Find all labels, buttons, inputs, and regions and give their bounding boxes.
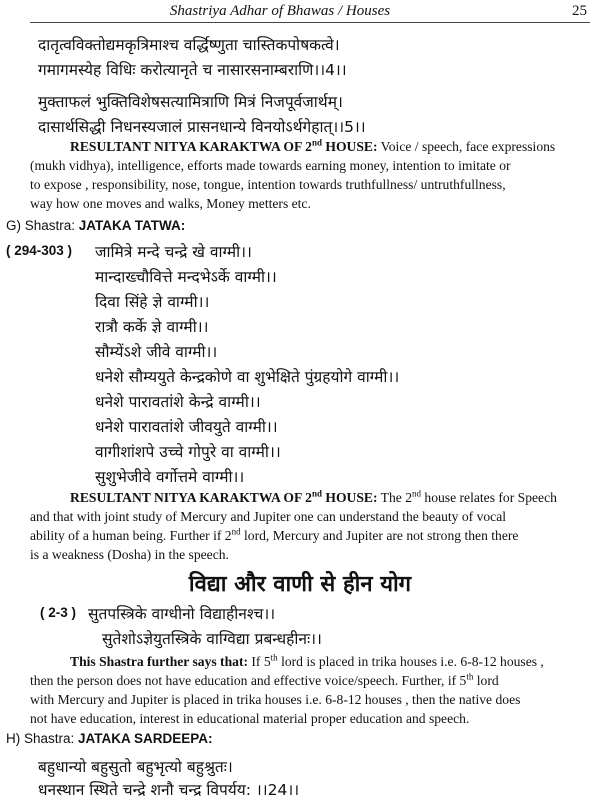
verse-reference: ( 294-303 ) (6, 243, 73, 258)
verse-line: बहुधान्यो बहुसुतो बहुभृत्यो बहुश्रुतः। (38, 758, 233, 776)
karaktwa-paragraph: RESULTANT NITYA KARAKTWA OF 2nd HOUSE: Voice / speech, face expressions (mukh vidhya), intelligence, efforts made towards earning money, intention to imitate or to expose , responsibility, nose, tongue, intention towards truthfullness/ untruthfullness, way how one moves and walks, Money metters etc. (30, 137, 556, 211)
header-rule (30, 22, 590, 23)
verse-line: रात्रौ कर्के ज्ञे वाग्मी।। (95, 318, 209, 336)
verse-line: धनस्थान स्थिते चन्द्रे शनौ चन्द्र विपर्यय: ।।24।। (38, 781, 300, 799)
page-number: 25 (572, 3, 587, 19)
verse-reference: ( 2-3 ) (40, 605, 77, 620)
running-header: Shastriya Adhar of Bhawas / Houses (169, 3, 391, 19)
karaktwa-heading: RESULTANT NITYA KARAKTWA OF 2nd HOUSE: (70, 137, 378, 154)
verse-line: दिवा सिंहे ज्ञे वाग्मी।। (95, 293, 210, 311)
verse-line: मान्दाख्चौवित्ते मन्दभेऽर्के वाग्मी।। (95, 268, 277, 286)
verse-line: गमागमस्येह विधिः करोत्यानृते च नासारसनाम्बराणि।।4।। (38, 61, 347, 79)
verse-line: धनेशे सौम्ययुते केन्द्रकोणे वा शुभेक्षिते पुंग्रहयोगे वाग्मी।। (95, 368, 400, 386)
section-g-heading: G) Shastra: JATAKA TATWA: (6, 218, 186, 233)
verse-line: धनेशे पारावतांशे केन्द्रे वाग्मी।। (95, 393, 261, 411)
hindi-section-heading: विद्या और वाणी से हीन योग (188, 572, 412, 597)
verse-line: सौम्येंऽशे जीवे वाग्मी।। (95, 343, 218, 361)
verse-line: सुतेशोऽज्ञेयुतस्त्रिके वाग्विद्या प्रबन्धहीनः।। (102, 630, 322, 648)
verse-line: सुतपस्त्रिके वाग्धीनो विद्याहीनश्च।। (88, 605, 276, 623)
verse-line: सुशुभेजीवे वर्गोत्तमे वाग्मी।। (95, 468, 245, 486)
explanation-paragraph: This Shastra further says that: If 5th lord is placed in trika houses i.e. 6-8-12 houses , then the person does not have education and effective voice/speech. Further, if 5th lord with Mercury and Jupiter is placed in trika houses i.e. 6-8-12 houses , then the native does not have education, interest in educational material proper education and speech. (30, 652, 544, 726)
verse-line: दासार्थसिद्धी निधनस्यजालं प्रासनधान्ये विनयोऽर्थगेहात्।।5।। (38, 118, 366, 136)
karaktwa-heading: RESULTANT NITYA KARAKTWA OF 2nd HOUSE: (70, 488, 378, 505)
verse-line: धनेशे पारावतांशे जीवयुते वाग्मी।। (95, 418, 278, 436)
verse-line: मुक्ताफलं भुक्तिविशेषसत्यामित्राणि मित्रं निजपूर्वजार्थम्। (38, 93, 343, 111)
verse-line: वागीशांशपे उच्चे गोपुरे वा वाग्मी।। (95, 443, 281, 461)
verse-line: जामित्रे मन्दे चन्द्रे खे वाग्मी।। (95, 243, 252, 261)
karaktwa-paragraph: RESULTANT NITYA KARAKTWA OF 2nd HOUSE: The 2nd house relates for Speech and that with joint study of Mercury and Jupiter one can understand the beauty of vocal ability of a human being. Further if 2nd lord, Mercury and Jupiter are not strong then there is a weakness (Dosha) in the speech. (30, 488, 557, 562)
verse-line: दातृत्वविक्तोद्यमकृत्रिमाश्च वर्द्धिष्णुता चास्तिकपोषकत्वे। (38, 36, 340, 54)
section-h-heading: H) Shastra: JATAKA SARDEEPA: (6, 731, 213, 746)
